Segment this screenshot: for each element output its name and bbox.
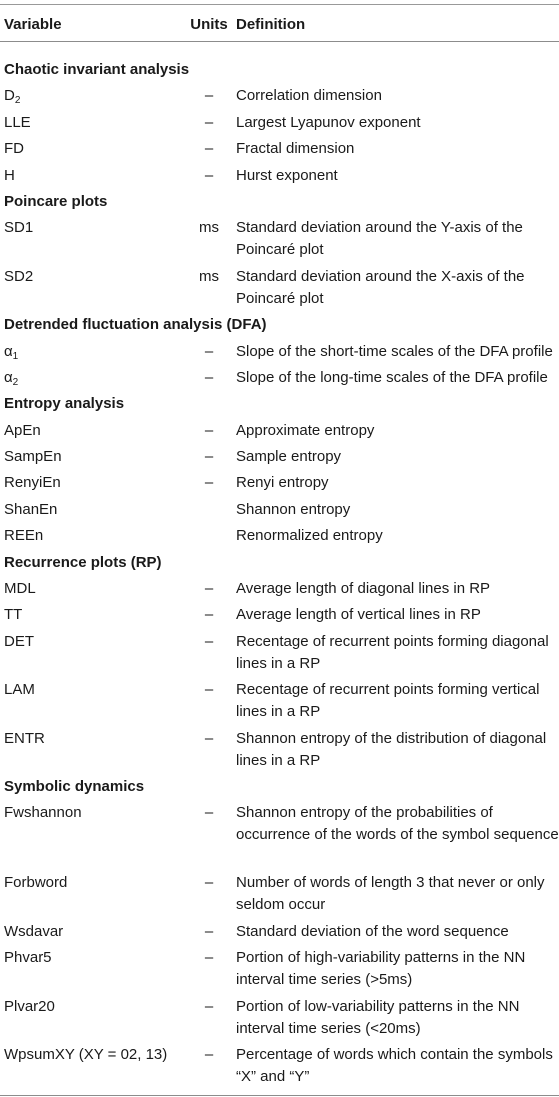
- units-cell: –: [204, 632, 214, 650]
- definition-cell: Standard deviation of the word sequence: [236, 922, 509, 940]
- variable-subscript: 2: [14, 95, 21, 107]
- variable-name: α: [4, 342, 13, 360]
- section-title: Detrended fluctuation analysis (DFA): [4, 316, 267, 334]
- definition-cell: Percentage of words which contain the symbols “X” and “Y”: [236, 1045, 553, 1085]
- variable-name: H: [4, 166, 15, 184]
- table-row: [0, 677, 559, 725]
- table-row: [0, 523, 559, 549]
- table-body: [0, 57, 559, 1090]
- variable-name: FD: [4, 140, 24, 158]
- variable-cell: [0, 472, 186, 494]
- variable-name: LLE: [4, 113, 31, 131]
- units-cell: –: [204, 729, 214, 747]
- variable-name: MDL: [4, 580, 36, 598]
- units-cell: –: [204, 949, 214, 967]
- definition-cell: Hurst exponent: [236, 166, 338, 184]
- variable-name: REEn: [4, 527, 44, 545]
- definition-cell: Number of words of length 3 that never or only seldom occur: [236, 874, 545, 914]
- variable-name: SampEn: [4, 448, 62, 466]
- table-row: [0, 870, 559, 918]
- variable-name: ApEn: [4, 421, 41, 439]
- definition-cell: Shannon entropy of the probabilities of occurrence of the words of the symbol sequence: [236, 804, 559, 844]
- variable-subscript: 1: [12, 350, 19, 362]
- table-row: [0, 83, 559, 109]
- variable-name: Forbword: [4, 874, 68, 892]
- table-row: [0, 470, 559, 496]
- table-row: [0, 444, 559, 470]
- variable-name: Fwshannon: [4, 804, 82, 822]
- variable-name: DET: [4, 632, 34, 650]
- variable-name: LAM: [4, 681, 35, 699]
- table-row: [0, 136, 559, 162]
- units-cell: –: [204, 1045, 214, 1063]
- variable-cell: [0, 341, 186, 363]
- units-cell: –: [204, 606, 214, 624]
- variable-name: WpsumXY (XY = 02, 13): [4, 1045, 168, 1063]
- variable-cell: [0, 947, 186, 969]
- variable-cell: [0, 525, 186, 547]
- definition-cell: Recentage of recurrent points forming diagonal lines in a RP: [236, 632, 549, 672]
- definition-cell: Portion of high-variability patterns in the NN interval time series (>5ms): [236, 949, 526, 989]
- table-row: [0, 1042, 559, 1090]
- units-cell: –: [204, 997, 214, 1015]
- units-cell: –: [204, 368, 214, 386]
- units-cell: –: [204, 474, 214, 492]
- units-cell: –: [204, 342, 214, 360]
- definition-cell: Shannon entropy: [236, 500, 351, 518]
- units-cell: –: [204, 140, 214, 158]
- definition-cell: Average length of diagonal lines in RP: [236, 580, 491, 598]
- definition-cell: Renormalized entropy: [236, 527, 383, 545]
- variable-cell: [0, 631, 186, 653]
- table-row: [0, 163, 559, 189]
- table-row: [0, 264, 559, 312]
- variable-cell: [0, 266, 186, 288]
- table-row: [0, 576, 559, 602]
- units-cell: –: [204, 87, 214, 105]
- definition-cell: Recentage of recurrent points forming vertical lines in a RP: [236, 681, 540, 721]
- section-title: Recurrence plots (RP): [4, 553, 162, 571]
- section-title: Entropy analysis: [4, 395, 125, 413]
- definition-cell: Average length of vertical lines in RP: [236, 606, 481, 624]
- units-cell: –: [204, 113, 214, 131]
- variable-subscript: 2: [12, 376, 19, 388]
- variable-name: Plvar20: [4, 997, 55, 1015]
- table-row: [0, 629, 559, 677]
- definition-cell: Slope of the long-time scales of the DFA profile: [236, 368, 548, 386]
- table-row: [0, 726, 559, 774]
- variable-cell: [0, 802, 186, 824]
- variable-cell: [0, 1044, 186, 1066]
- variables-table: [0, 4, 559, 1096]
- variable-cell: [0, 578, 186, 600]
- table-row: [0, 602, 559, 628]
- units-cell: –: [204, 166, 214, 184]
- units-cell: –: [204, 448, 214, 466]
- table-row: [0, 215, 559, 263]
- variable-name: α: [4, 368, 13, 386]
- variable-name: Phvar5: [4, 949, 52, 967]
- variable-cell: [0, 996, 186, 1018]
- variable-cell: [0, 112, 186, 134]
- variable-name: ENTR: [4, 729, 45, 747]
- variable-cell: [0, 872, 186, 894]
- table-row: [0, 919, 559, 945]
- variable-name: TT: [4, 606, 23, 624]
- variable-cell: [0, 138, 186, 160]
- header-units: Units: [190, 16, 228, 33]
- table-row: [0, 365, 559, 391]
- units-cell: –: [204, 922, 214, 940]
- variable-name: ShanEn: [4, 500, 58, 518]
- bottom-rule: [0, 1095, 559, 1096]
- units-cell: ms: [199, 219, 219, 237]
- variable-cell: [0, 499, 186, 521]
- variable-cell: [0, 679, 186, 701]
- units-cell: –: [204, 580, 214, 598]
- units-cell: –: [204, 804, 214, 822]
- variable-name: SD1: [4, 219, 34, 237]
- definition-cell: Fractal dimension: [236, 140, 355, 158]
- table-row: [0, 945, 559, 993]
- table-row: [0, 800, 559, 870]
- units-cell: –: [204, 421, 214, 439]
- variable-cell: [0, 604, 186, 626]
- table-row: [0, 994, 559, 1042]
- units-cell: ms: [199, 267, 219, 285]
- variable-cell: [0, 367, 186, 389]
- table-row: [0, 497, 559, 523]
- definition-cell: Portion of low-variability patterns in the NN interval time series (<20ms): [236, 997, 520, 1037]
- variable-name: RenyiEn: [4, 474, 61, 492]
- section-title: Chaotic invariant analysis: [4, 61, 190, 78]
- definition-cell: Renyi entropy: [236, 474, 329, 492]
- table-row: [0, 418, 559, 444]
- table-row: [0, 110, 559, 136]
- definition-cell: Shannon entropy of the distribution of diagonal lines in a RP: [236, 729, 547, 769]
- section-title: Poincare plots: [4, 192, 108, 210]
- definition-cell: Approximate entropy: [236, 421, 375, 439]
- variable-name: D: [4, 87, 15, 105]
- header-definition: Definition: [236, 16, 306, 33]
- variable-cell: [0, 446, 186, 468]
- variable-cell: [0, 420, 186, 442]
- table-header: [0, 5, 559, 41]
- header-variable: Variable: [4, 16, 62, 33]
- definition-cell: Correlation dimension: [236, 87, 382, 105]
- definition-cell: Largest Lyapunov exponent: [236, 113, 421, 131]
- units-cell: –: [204, 681, 214, 699]
- definition-cell: Standard deviation around the X-axis of the Poincaré plot: [236, 267, 525, 307]
- section-title: Symbolic dynamics: [4, 777, 145, 795]
- variable-cell: [0, 728, 186, 750]
- variable-cell: [0, 217, 186, 239]
- variable-cell: [0, 165, 186, 187]
- variable-name: Wsdavar: [4, 922, 64, 940]
- variable-cell: [0, 85, 186, 107]
- definition-cell: Slope of the short-time scales of the DFA profile: [236, 342, 553, 360]
- definition-cell: Standard deviation around the Y-axis of the Poincaré plot: [236, 219, 523, 259]
- definition-cell: Sample entropy: [236, 448, 342, 466]
- table-row: [0, 339, 559, 365]
- units-cell: –: [204, 874, 214, 892]
- variable-name: SD2: [4, 267, 34, 285]
- variable-cell: [0, 921, 186, 943]
